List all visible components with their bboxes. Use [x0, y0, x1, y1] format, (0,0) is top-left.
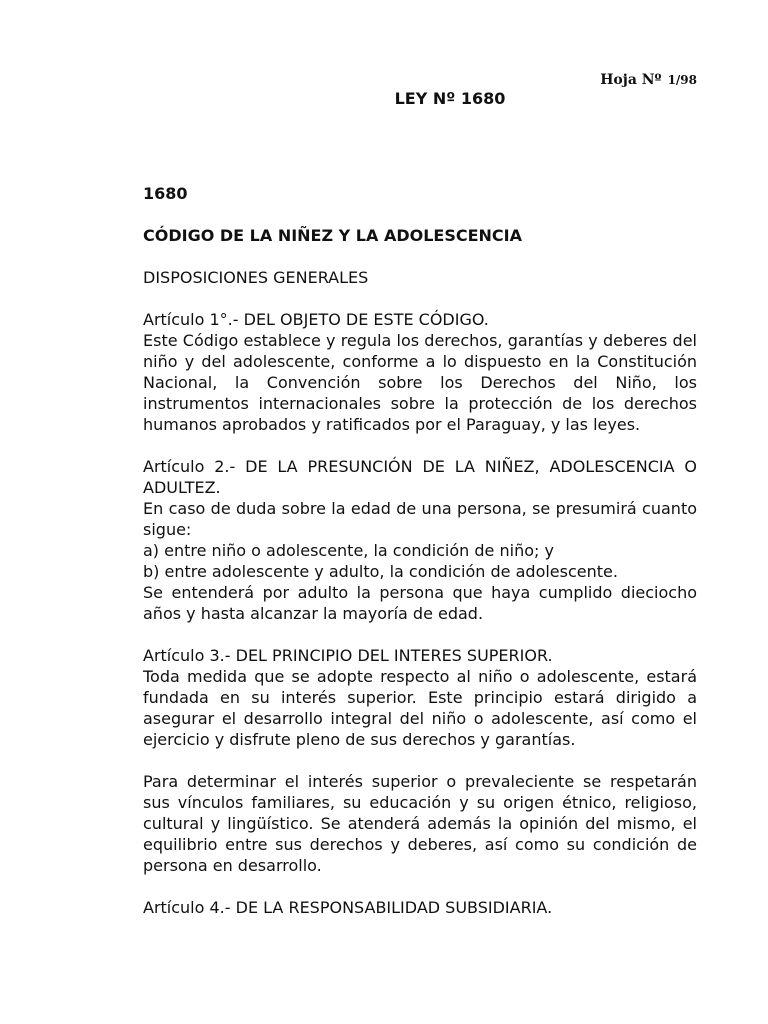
law-number: 1680: [143, 184, 188, 203]
article-1-heading: Artículo 1°.- DEL OBJETO DE ESTE CÓDIGO.: [143, 310, 489, 329]
article-1-text: Este Código establece y regula los derechos, garantías y deberes del niño y del adolescente, conforme a lo dispuesto en la Constitución Nacional, la Convención sobre los Derechos del Niño, los instrumentos internacionales sobre la protección de los derechos humanos aprobados y ratificados por el Paraguay, y las leyes.: [143, 331, 697, 434]
article-2-text: En caso de duda sobre la edad de una persona, se presumirá cuanto sigue:: [143, 499, 697, 539]
article-3: [143, 645, 697, 750]
article-2-closing: Se entenderá por adulto la persona que haya cumplido dieciocho años y hasta alcanzar la mayoría de edad.: [143, 583, 697, 623]
section-title: DISPOSICIONES GENERALES: [143, 268, 369, 287]
document-body: [143, 183, 697, 939]
article-1: [143, 309, 697, 435]
article-2-heading: Artículo 2.- DE LA PRESUNCIÓN DE LA NIÑEZ, ADOLESCENCIA O ADULTEZ.: [143, 457, 697, 497]
sheet-number: 1/98: [667, 73, 697, 87]
article-3-heading: Artículo 3.- DEL PRINCIPIO DEL INTERES SUPERIOR.: [143, 646, 553, 665]
code-title: CÓDIGO DE LA NIÑEZ Y LA ADOLESCENCIA: [143, 226, 523, 245]
article-4-heading: Artículo 4.- DE LA RESPONSABILIDAD SUBSIDIARIA.: [143, 898, 553, 917]
article-3-text: Toda medida que se adopte respecto al niño o adolescente, estará fundada en su interés superior. Este principio estará dirigido a asegurar el desarrollo integral del niño o adolescente, así como el ejercicio y disfrute pleno de sus derechos y garantías.: [143, 667, 697, 749]
article-2: [143, 456, 697, 624]
article-3-text-2: Para determinar el interés superior o prevaleciente se respetarán sus vínculos familiares, su educación y su origen étnico, religioso, cultural y lingüístico. Se atenderá además la opinión del mismo, el equilibrio entre sus derechos y deberes, así como su condición de persona en desarrollo.: [143, 772, 697, 875]
law-title: LEY Nº 1680: [394, 89, 506, 108]
article-4: [143, 897, 697, 918]
sheet-number-label: [560, 72, 697, 88]
article-2-item-b: b) entre adolescente y adulto, la condición de adolescente.: [143, 562, 618, 581]
article-2-item-a: a) entre niño o adolescente, la condición de niño; y: [143, 541, 554, 560]
sheet-label-text: Hoja Nº: [600, 72, 662, 88]
